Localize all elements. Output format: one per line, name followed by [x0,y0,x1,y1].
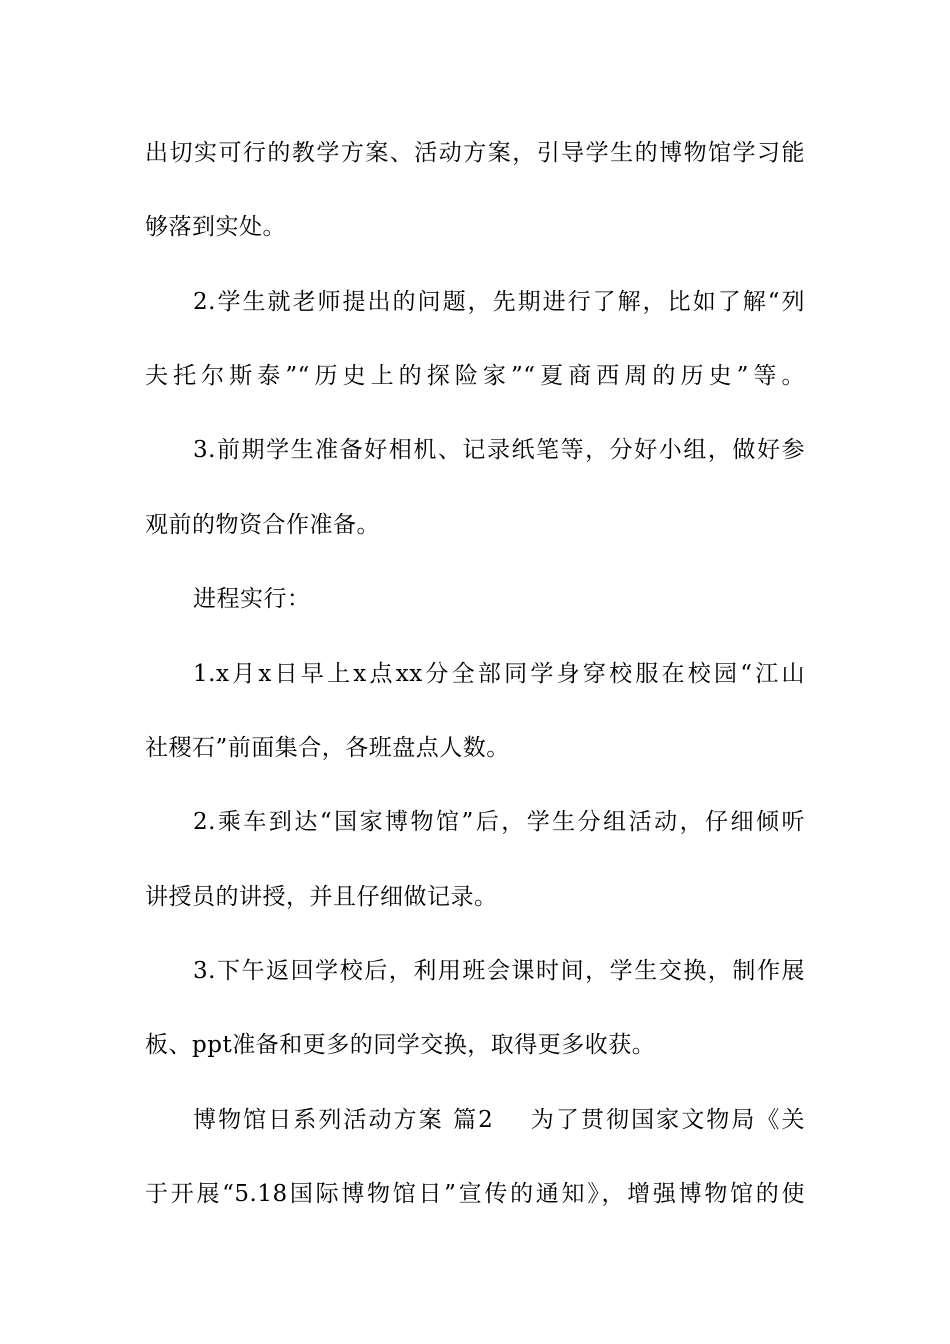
text-line-7: 进程实行： [193,586,311,612]
text-line-5: 3.前期学生准备好相机、记录纸笔等，分好小组，做好参 [193,437,805,463]
text-line-10: 2.乘车到达“国家博物馆”后，学生分组活动，仔细倾听 [193,809,805,835]
text-line-12: 3.下午返回学校后，利用班会课时间，学生交换，制作展 [193,958,805,984]
text-line-8: 1.x月x日早上x点xx分全部同学身穿校服在校园“江山 [193,661,805,687]
text-line-14: 博物馆日系列活动方案 篇2 为了贯彻国家文物局《关 [193,1107,805,1133]
text-line-3: 2.学生就老师提出的问题，先期进行了解，比如了解“列 [193,289,805,315]
text-line-13: 板、ppt准备和更多的同学交换，取得更多收获。 [145,1032,656,1058]
text-line-1: 出切实可行的教学方案、活动方案，引导学生的博物馆学习能 [145,140,805,166]
text-line-4: 夫托尔斯泰”“历史上的探险家”“夏商西周的历史”等。 [145,363,805,389]
text-line-11: 讲授员的讲授，并且仔细做记录。 [145,884,498,910]
text-line-6: 观前的物资合作准备。 [145,512,380,538]
text-line-9: 社稷石”前面集合，各班盘点人数。 [145,735,510,761]
text-line-2: 够落到实处。 [145,214,286,240]
text-line-15: 于开展“5.18国际博物馆日”宣传的通知》，增强博物馆的使 [145,1181,805,1207]
